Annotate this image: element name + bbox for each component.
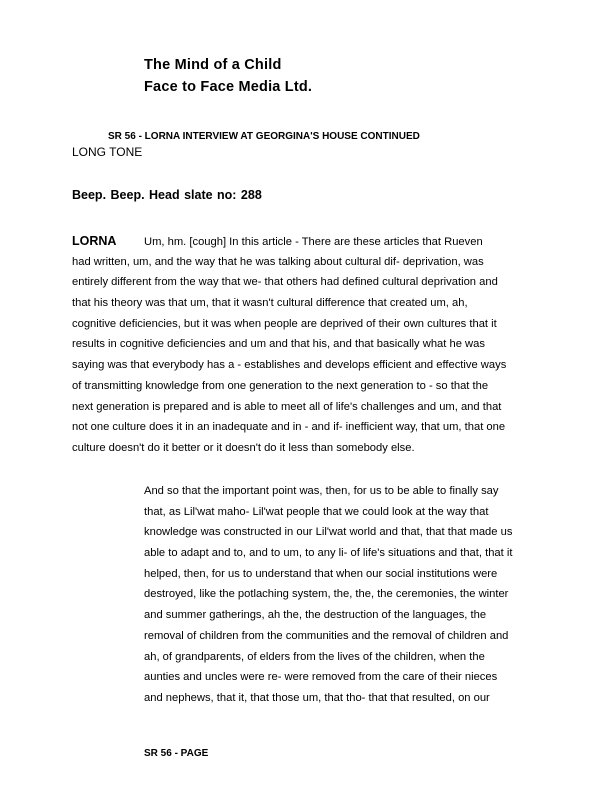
paragraph-line: that, as Lil'wat maho- Lil'wat people that we could look at the way that [144,505,489,518]
paragraph-line: cognitive deficiencies, but it was when people are deprived of their own cultures that it [72,317,497,330]
paragraph-line: able to adapt and to, and to um, to any li- of life's situations and that, that it [144,547,513,560]
tone-note: LONG TONE [72,145,143,159]
paragraph-line: aunties and uncles were re- were removed from the care of their nieces [144,671,498,684]
paragraph-line: and summer gatherings, ah the, the destruction of the languages, the [144,609,487,622]
paragraph-line: that his theory was that um, that it wasn't cultural difference that created um, ah, [72,297,468,310]
paragraph-line: not one culture does it in an inadequate and in - and if- inefficient way, that um, that one [72,421,506,434]
line-text: Um, hm. [cough] In this article - There are these articles that Rueven [144,236,483,248]
dialogue-paragraph-1 [72,231,552,459]
paragraph-line: destroyed, like the potlaching system, the, the, the ceremonies, the winter [144,588,509,601]
dialogue-paragraph-2 [144,481,564,709]
paragraph-line: entirely different from the way that we- that others had defined cultural deprivation and [72,276,498,289]
paragraph-line: next generation is prepared and is able to meet all of life's challenges and um, and that [72,400,502,413]
speaker-name: LORNA [72,234,117,248]
paragraph-line: culture doesn't do it better or it doesn't do it less than somebody else. [72,441,415,454]
paragraph-line: removal of children from the communities and the removal of children and [144,629,509,642]
paragraph-line: of transmitting knowledge from one generation to the next generation to - so that the [72,379,489,392]
page-footer: SR 56 - PAGE [144,748,209,759]
paragraph-line: knowledge was constructed in our Lil'wat world and that, that that made us [144,526,513,539]
production-company: Face to Face Media Ltd. [144,79,313,95]
paragraph-line: had written, um, and the way that he was talking about cultural dif- deprivation, was [72,255,484,268]
paragraph-line [72,231,552,252]
scene-heading: SR 56 - LORNA INTERVIEW AT GEORGINA'S HOUSE CONTINUED [108,131,420,142]
paragraph-line: And so that the important point was, then, for us to be able to finally say [144,485,499,497]
paragraph-line: results in cognitive deficiencies and um and that his, and that basically what he was [72,338,485,351]
document-title: The Mind of a Child [144,57,282,73]
slate-line: Beep. Beep. Head slate no: 288 [72,188,262,202]
paragraph-line: and nephews, that it, that those um, that tho- that that resulted, on our [144,691,490,704]
paragraph-line: helped, then, for us to understand that when our social institutions were [144,567,498,580]
paragraph-line: ah, of grandparents, of elders from the lives of the children, when the [144,650,485,663]
paragraph-line: saying was that everybody has a - establishes and develops efficient and effective ways [72,359,507,372]
